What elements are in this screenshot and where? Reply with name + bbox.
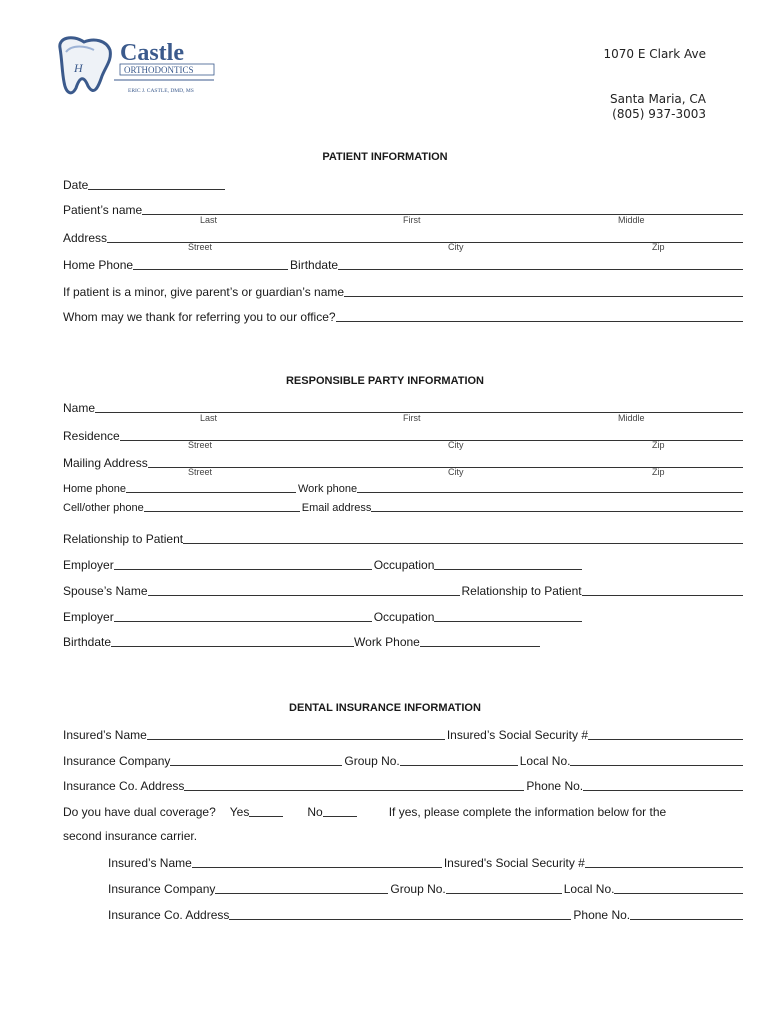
section-title-insurance: DENTAL INSURANCE INFORMATION: [289, 702, 481, 714]
sublabel-zip: Zip: [652, 440, 665, 450]
sublabel-last: Last: [200, 413, 218, 423]
insured-name2-field[interactable]: [192, 867, 442, 868]
insured-ssn2-field[interactable]: [585, 867, 743, 868]
group2-field[interactable]: [446, 893, 562, 894]
second-carrier-text: second insurance carrier.: [63, 829, 198, 843]
occupation2-field[interactable]: [434, 621, 582, 622]
section-title-responsible: RESPONSIBLE PARTY INFORMATION: [285, 375, 484, 387]
sublabel-city: City: [448, 467, 464, 477]
sublabel-middle: Middle: [618, 215, 645, 225]
birthdate-field[interactable]: [338, 269, 743, 270]
residence-field[interactable]: Residence: [63, 427, 743, 443]
practice-city: Santa Maria, CA: [610, 92, 706, 106]
birthdate-workphone-row: Birthdate Work Phone: [63, 633, 540, 649]
sublabel-city: City: [448, 242, 464, 252]
sublabel-middle: Middle: [618, 413, 645, 423]
email-field[interactable]: [371, 511, 743, 512]
insured-name-field[interactable]: [147, 739, 445, 740]
logo-doctor: ERIC J. CASTLE, DMD, MS: [128, 88, 194, 94]
company2-field[interactable]: [215, 893, 388, 894]
dual-no-field[interactable]: [323, 816, 357, 817]
co-address-row: Insurance Co. Address Phone No.: [63, 777, 743, 793]
mailing-address-field[interactable]: Mailing Address: [63, 454, 743, 470]
phone2-field[interactable]: [630, 919, 743, 920]
section-title-patient: PATIENT INFORMATION: [322, 151, 448, 163]
logo-tagline: ORTHODONTICS: [124, 65, 194, 75]
work-phone-field[interactable]: [357, 492, 743, 493]
cell-phone-field[interactable]: [144, 511, 300, 512]
local-field[interactable]: [570, 765, 743, 766]
sublabel-first: First: [403, 413, 421, 423]
home-phone-field[interactable]: [126, 492, 296, 493]
date-field[interactable]: Date: [63, 176, 225, 192]
birthdate-field[interactable]: [111, 646, 354, 647]
local2-field[interactable]: [614, 893, 743, 894]
employer-occupation-row: Employer Occupation: [63, 556, 582, 572]
responsible-name-field[interactable]: Name: [63, 399, 743, 415]
svg-text:H: H: [74, 61, 83, 75]
co-address-field[interactable]: [184, 790, 524, 791]
spouse-relationship-field[interactable]: [582, 595, 743, 596]
sublabel-street: Street: [188, 242, 213, 252]
spouse-row: Spouse’s Name Relationship to Patient: [63, 582, 743, 598]
guardian-field[interactable]: If patient is a minor, give parent’s or guardian’s name: [63, 283, 743, 299]
dual-coverage-row: Do you have dual coverage? Yes No If yes, please complete the information below for the: [63, 805, 667, 819]
practice-phone: (805) 937-3003: [612, 107, 706, 121]
sublabel-street: Street: [188, 467, 213, 477]
company-row: Insurance Company Group No. Local No.: [63, 752, 743, 768]
occupation-field[interactable]: [434, 569, 582, 570]
sublabel-street: Street: [188, 440, 213, 450]
company-field[interactable]: [170, 765, 342, 766]
co-address2-field[interactable]: [229, 919, 571, 920]
practice-street: 1070 E Clark Ave: [603, 47, 706, 61]
home-phone-field[interactable]: [133, 269, 288, 270]
sublabel-city: City: [448, 440, 464, 450]
phone-field[interactable]: [583, 790, 743, 791]
employer2-field[interactable]: [114, 621, 372, 622]
sublabel-first: First: [403, 215, 421, 225]
referral-field[interactable]: Whom may we thank for referring you to our office?: [63, 308, 743, 324]
castle-orthodontics-logo: [54, 36, 224, 98]
insured-row: Insured’s Name Insured’s Social Security #: [63, 726, 743, 742]
dual-yes-field[interactable]: [249, 816, 283, 817]
employer2-occupation2-row: Employer Occupation: [63, 608, 582, 624]
co-address2-row: Insurance Co. Address Phone No.: [108, 906, 743, 922]
group-field[interactable]: [400, 765, 518, 766]
company2-row: Insurance Company Group No. Local No.: [108, 880, 743, 896]
home-birthdate-row: Home Phone Birthdate: [63, 256, 743, 272]
phones-row: Home phone Work phone: [63, 479, 743, 495]
logo-name: Castle: [120, 40, 184, 66]
patient-name-field[interactable]: Patient’s name: [63, 201, 743, 217]
address-field[interactable]: Address: [63, 229, 743, 245]
insured-ssn-field[interactable]: [588, 739, 743, 740]
spouse-name-field[interactable]: [148, 595, 460, 596]
work-phone2-field[interactable]: [420, 646, 540, 647]
sublabel-last: Last: [200, 215, 218, 225]
sublabel-zip: Zip: [652, 242, 665, 252]
employer-field[interactable]: [114, 569, 372, 570]
cell-email-row: Cell/other phone Email address: [63, 498, 743, 514]
relationship-field[interactable]: Relationship to Patient: [63, 530, 743, 546]
insured2-row: Insured’s Name Insured's Social Security #: [108, 854, 743, 870]
sublabel-zip: Zip: [652, 467, 665, 477]
